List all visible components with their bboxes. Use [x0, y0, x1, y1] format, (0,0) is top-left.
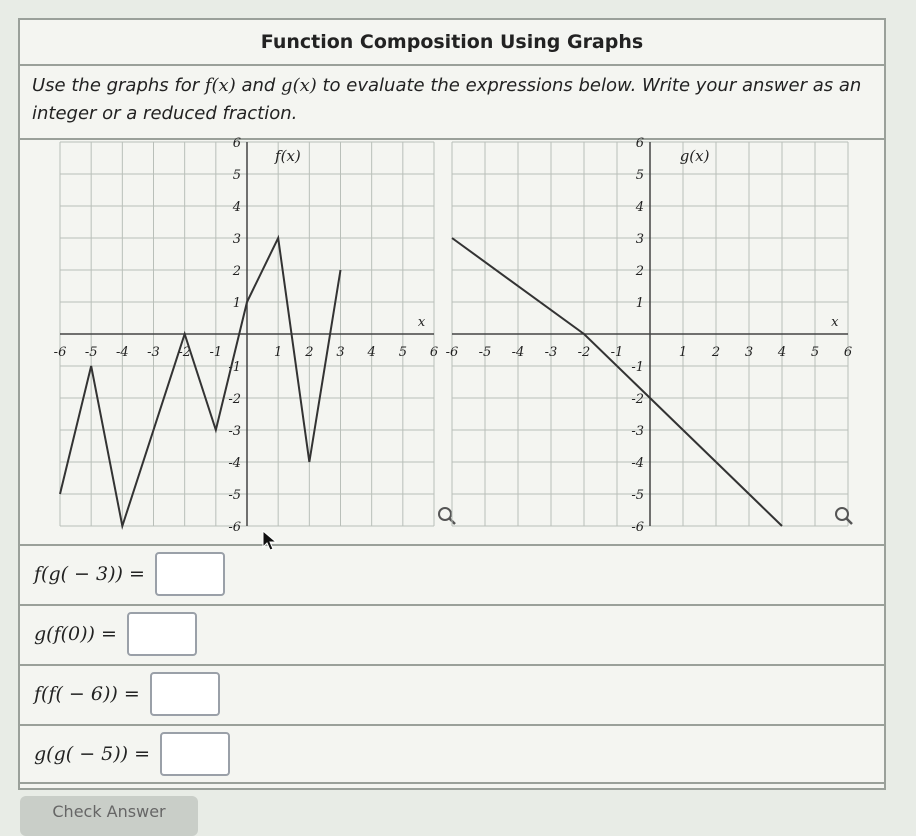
x-tick-label: -2 [577, 345, 591, 360]
y-tick-label: 2 [232, 264, 241, 279]
y-tick-label: 6 [635, 136, 644, 151]
y-tick-label: -4 [631, 456, 644, 471]
x-tick-label: 2 [711, 345, 721, 360]
expression-4: g(g( − 5)) = [34, 743, 151, 765]
x-tick-label: -1 [209, 345, 223, 360]
question-row-4 [20, 724, 884, 784]
y-tick-label: -4 [228, 456, 241, 471]
y-tick-label: -2 [228, 392, 241, 407]
y-tick-label: -5 [228, 488, 241, 503]
x-tick-label: 6 [429, 345, 439, 360]
y-tick-label: 1 [232, 296, 241, 311]
x-axis-label: x [831, 315, 839, 330]
y-tick-label: 5 [635, 168, 644, 183]
graph-f [54, 136, 455, 535]
y-tick-label: -5 [631, 488, 644, 503]
x-tick-label: 1 [274, 345, 283, 360]
x-tick-label: 4 [777, 345, 787, 360]
graphs-area [53, 136, 860, 542]
y-tick-label: 3 [232, 232, 241, 247]
y-tick-label: -1 [228, 360, 241, 375]
f-symbol: f(x) [204, 75, 236, 96]
page-title: Function Composition Using Graphs [20, 20, 884, 66]
expression-3: f(f( − 6)) = [34, 683, 140, 705]
answer-input-4[interactable] [160, 732, 230, 776]
y-tick-label: -6 [228, 520, 241, 535]
check-answer-button[interactable]: Check Answer [20, 796, 198, 836]
magnifier-icon[interactable] [439, 508, 455, 524]
x-tick-label: -3 [544, 345, 558, 360]
question-row-3 [20, 664, 884, 722]
x-tick-label: -1 [610, 345, 624, 360]
x-tick-label: 2 [305, 345, 314, 360]
instructions-text-1: Use the graphs for [32, 75, 205, 96]
x-tick-label: 4 [367, 345, 376, 360]
answer-input-3[interactable] [150, 672, 220, 716]
x-tick-label: -5 [478, 345, 492, 360]
answer-input-2[interactable] [127, 612, 197, 656]
x-tick-label: 5 [810, 345, 820, 360]
graph-g [446, 136, 852, 535]
x-tick-label: 5 [398, 345, 407, 360]
y-tick-label: -3 [631, 424, 644, 439]
x-tick-label: 3 [336, 345, 345, 360]
x-tick-label: -2 [178, 345, 192, 360]
x-tick-label: -4 [115, 345, 129, 360]
question-row-2 [20, 604, 884, 662]
question-row-1 [20, 544, 884, 602]
magnifier-icon[interactable] [836, 508, 852, 524]
function-curve [60, 238, 341, 526]
function-label: g(x) [679, 147, 710, 166]
y-tick-label: 6 [232, 136, 241, 151]
expression-2: g(f(0)) = [34, 623, 117, 645]
y-tick-label: 5 [232, 168, 241, 183]
y-tick-label: -1 [631, 360, 644, 375]
answer-input-1[interactable] [155, 552, 225, 596]
problem-card [18, 18, 886, 790]
expression-1: f(g( − 3)) = [34, 563, 145, 585]
x-tick-label: 1 [678, 345, 688, 360]
y-tick-label: -6 [631, 520, 644, 535]
x-tick-label: -6 [445, 345, 459, 360]
x-tick-label: 6 [843, 345, 853, 360]
x-tick-label: -3 [147, 345, 160, 360]
function-label: f(x) [275, 147, 301, 166]
y-tick-label: 4 [232, 200, 241, 215]
x-tick-label: 3 [744, 345, 754, 360]
x-tick-label: -4 [511, 345, 525, 360]
y-tick-label: 3 [635, 232, 644, 247]
x-tick-label: -5 [84, 345, 98, 360]
instructions-text-3: to evaluate the expressions below. Write your answer as an integer or a reduced fraction. [32, 75, 862, 124]
x-tick-label: -6 [53, 345, 67, 360]
y-tick-label: -3 [228, 424, 241, 439]
mouse-cursor-icon [262, 530, 278, 552]
instructions-text-2: and [235, 75, 282, 96]
y-tick-label: 4 [635, 200, 644, 215]
x-axis-label: x [417, 315, 426, 330]
g-symbol: g(x) [281, 75, 317, 96]
y-tick-label: -2 [631, 392, 644, 407]
y-tick-label: 2 [635, 264, 644, 279]
y-tick-label: 1 [635, 296, 644, 311]
instructions [20, 66, 884, 140]
